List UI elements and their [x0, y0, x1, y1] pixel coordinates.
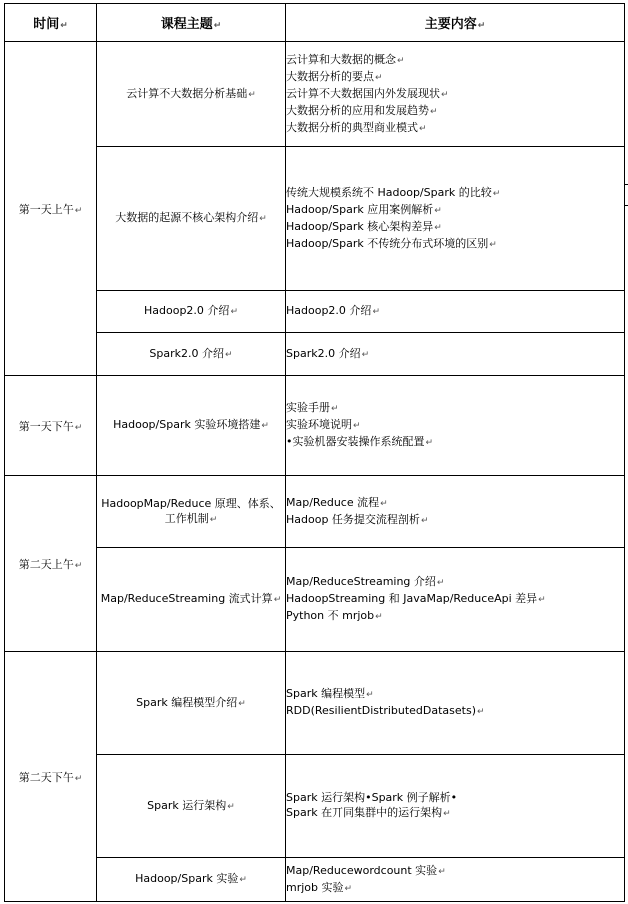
- table-row: [5, 548, 625, 652]
- header-topic: 课程主题↵: [97, 4, 286, 42]
- session-time-cell: 第一天上午↵: [5, 42, 97, 376]
- table-row: [5, 652, 625, 755]
- topic-cell: HadoopMap/Reduce 原理、体系、 工作机制↵: [97, 476, 286, 548]
- table-row: [5, 755, 625, 858]
- session-time-cell: 第一天下午↵: [5, 376, 97, 476]
- topic-cell: 云计算不大数据分析基础↵: [97, 42, 286, 147]
- content-cell: Map/Reducewordcount 实验↵ mrjob 实验↵: [286, 858, 625, 902]
- table-row: [5, 333, 625, 376]
- content-cell: Map/ReduceStreaming 介绍↵ HadoopStreaming 和 JavaMap/ReduceApi 差异↵ Python 不 mrjob↵: [286, 548, 625, 652]
- header-row: [5, 4, 625, 42]
- content-cell: Spark 运行架构•Spark 例子解析• Spark 在丌同集群中的运行架构↵: [286, 755, 625, 858]
- content-cell: 传统大规模系统不 Hadoop/Spark 的比较↵ Hadoop/Spark 应用案例解析↵ Hadoop/Spark 核心架构差异↵ Hadoop/Spark 不传统分布式环境的区别↵: [286, 147, 625, 291]
- content-cell: Spark2.0 介绍↵: [286, 333, 625, 376]
- schedule-table: [4, 3, 625, 902]
- content-cell: 实验手册↵ 实验环境说明↵ •实验机器安装操作系统配置↵: [286, 376, 625, 476]
- row-end-marker: [624, 184, 628, 206]
- table-row: [5, 476, 625, 548]
- session-time-cell: 第二天上午↵: [5, 476, 97, 652]
- content-cell: Map/Reduce 流程↵ Hadoop 任务提交流程剖析↵: [286, 476, 625, 548]
- topic-cell: Hadoop/Spark 实验↵: [97, 858, 286, 902]
- table-row: [5, 291, 625, 333]
- table-row: [5, 376, 625, 476]
- topic-cell: Hadoop2.0 介绍↵: [97, 291, 286, 333]
- header-time: 时间↵: [5, 4, 97, 42]
- table-row: [5, 42, 625, 147]
- header-content: 主要内容↵: [286, 4, 625, 42]
- table-row: [5, 858, 625, 902]
- session-time-cell: 第二天下午↵: [5, 652, 97, 902]
- content-cell: 云计算和大数据的概念↵ 大数据分析的要点↵ 云计算不大数据国内外发展现状↵ 大数据分析的应用和发展趋势↵ 大数据分析的典型商业模式↵: [286, 42, 625, 147]
- topic-cell: Spark 编程模型介绍↵: [97, 652, 286, 755]
- topic-cell: Map/ReduceStreaming 流式计算↵: [97, 548, 286, 652]
- topic-cell: Hadoop/Spark 实验环境搭建↵: [97, 376, 286, 476]
- topic-cell: 大数据的起源不核心架构介绍↵: [97, 147, 286, 291]
- topic-cell: Spark 运行架构↵: [97, 755, 286, 858]
- topic-cell: Spark2.0 介绍↵: [97, 333, 286, 376]
- content-cell: Hadoop2.0 介绍↵: [286, 291, 625, 333]
- table-row: [5, 147, 625, 291]
- content-cell: Spark 编程模型↵ RDD(ResilientDistributedDatasets)↵: [286, 652, 625, 755]
